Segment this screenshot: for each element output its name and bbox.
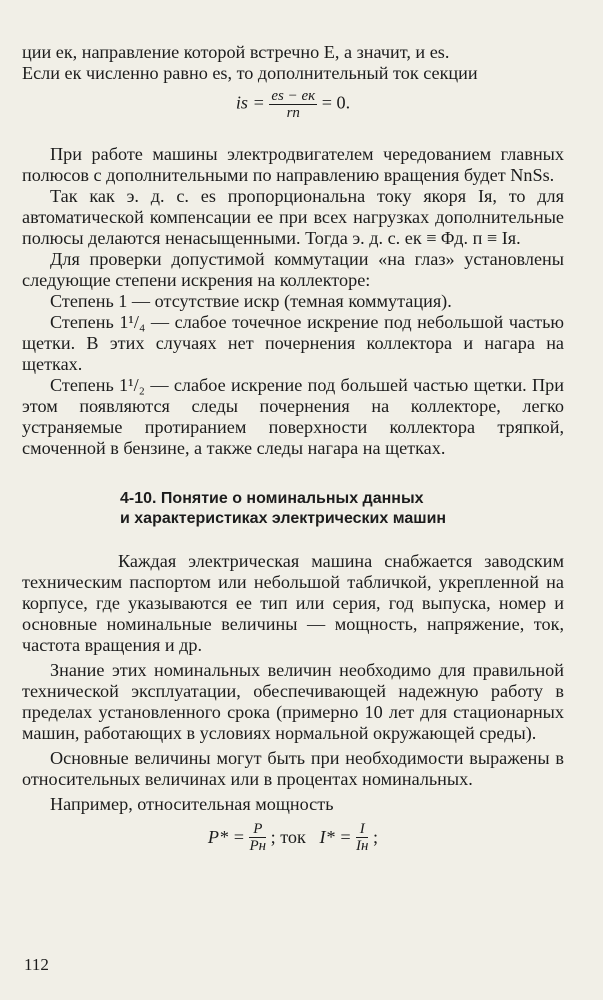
formula-fraction <box>269 88 317 121</box>
formula-fraction <box>249 821 266 854</box>
formula-text: ; <box>373 827 379 847</box>
formula-fraction <box>356 821 368 854</box>
paragraph: При работе машины электродвигателем чередованием главных полюсов с дополнительными по направлению вращения будет NnSs. <box>22 144 564 185</box>
formula-denominator: Pн <box>249 838 267 854</box>
text-line: ции eк, направление которой встречно E, а значит, и es. <box>22 42 450 62</box>
formula-numerator: I <box>356 821 368 838</box>
formula-numerator: P <box>249 821 266 838</box>
formula-denominator: rп <box>286 105 300 121</box>
formula-rhs: = 0. <box>321 92 351 113</box>
formula-lhs: I* = <box>319 827 352 847</box>
formula-denominator: Iн <box>356 838 369 854</box>
formula-numerator: es − eк <box>271 88 316 104</box>
heading-line: 4-10. Понятие о номинальных данных <box>120 490 424 507</box>
paragraph: Каждая электрическая машина снабжается заводским техническим паспортом или небольшой табличкой, укрепленной на корпусе, где указываются ее тип или серия, год выпуска, номер и основные номинальные величины — мощность, напряжение, ток, частота вращения и др. <box>22 551 564 655</box>
page-body <box>22 42 564 854</box>
section-heading <box>120 489 564 529</box>
paragraph: Степень 1¹/₂ — слабое искрение под большей частью щетки. При этом появляются следы почернения на коллекторе, легко устраняемые протиранием поверхности коллектора тряпкой, смоченной в бензине, а также следы нагара на щетках. <box>22 375 564 458</box>
paragraph: Так как э. д. с. es пропорциональна току якоря Iя, то для автоматической компенсации ее при всех нагрузках дополнительные полюсы делаются ненасыщенными. Тогда э. д. с. eк ≡ Φд. п ≡ Iя. <box>22 186 564 248</box>
paragraph: Знание этих номинальных величин необходимо для правильной технической эксплуатации, обеспечивающей надежную работу в пределах установленного срока (примерно 10 лет для стационарных машин, работающих в условиях нормальной окружающей среды). <box>22 660 564 743</box>
formula-relative <box>22 821 564 854</box>
heading-line: и характеристиках электрических машин <box>120 510 447 527</box>
formula-lhs: P* = <box>207 827 245 847</box>
paragraph: Степень 1¹/₄ — слабое точечное искрение под небольшой частью щетки. В этих случаях нет почернения коллектора и нагара на щетках. <box>22 312 564 374</box>
paragraph: Степень 1 — отсутствие искр (темная коммутация). <box>50 291 452 311</box>
formula-is <box>22 88 564 134</box>
formula-text: ; ток <box>270 827 306 847</box>
text-line: Если eк численно равно es, то дополнительный ток секции <box>22 63 478 83</box>
page-number: 112 <box>24 955 49 974</box>
paragraph: Например, относительная мощность <box>50 794 334 814</box>
paragraph: Основные величины могут быть при необходимости выражены в относительных величинах или в процентах номинальных. <box>22 748 564 789</box>
paragraph: Для проверки допустимой коммутации «на глаз» установлены следующие степени искрения на коллекторе: <box>22 249 564 290</box>
formula-lhs: is = <box>235 92 265 113</box>
